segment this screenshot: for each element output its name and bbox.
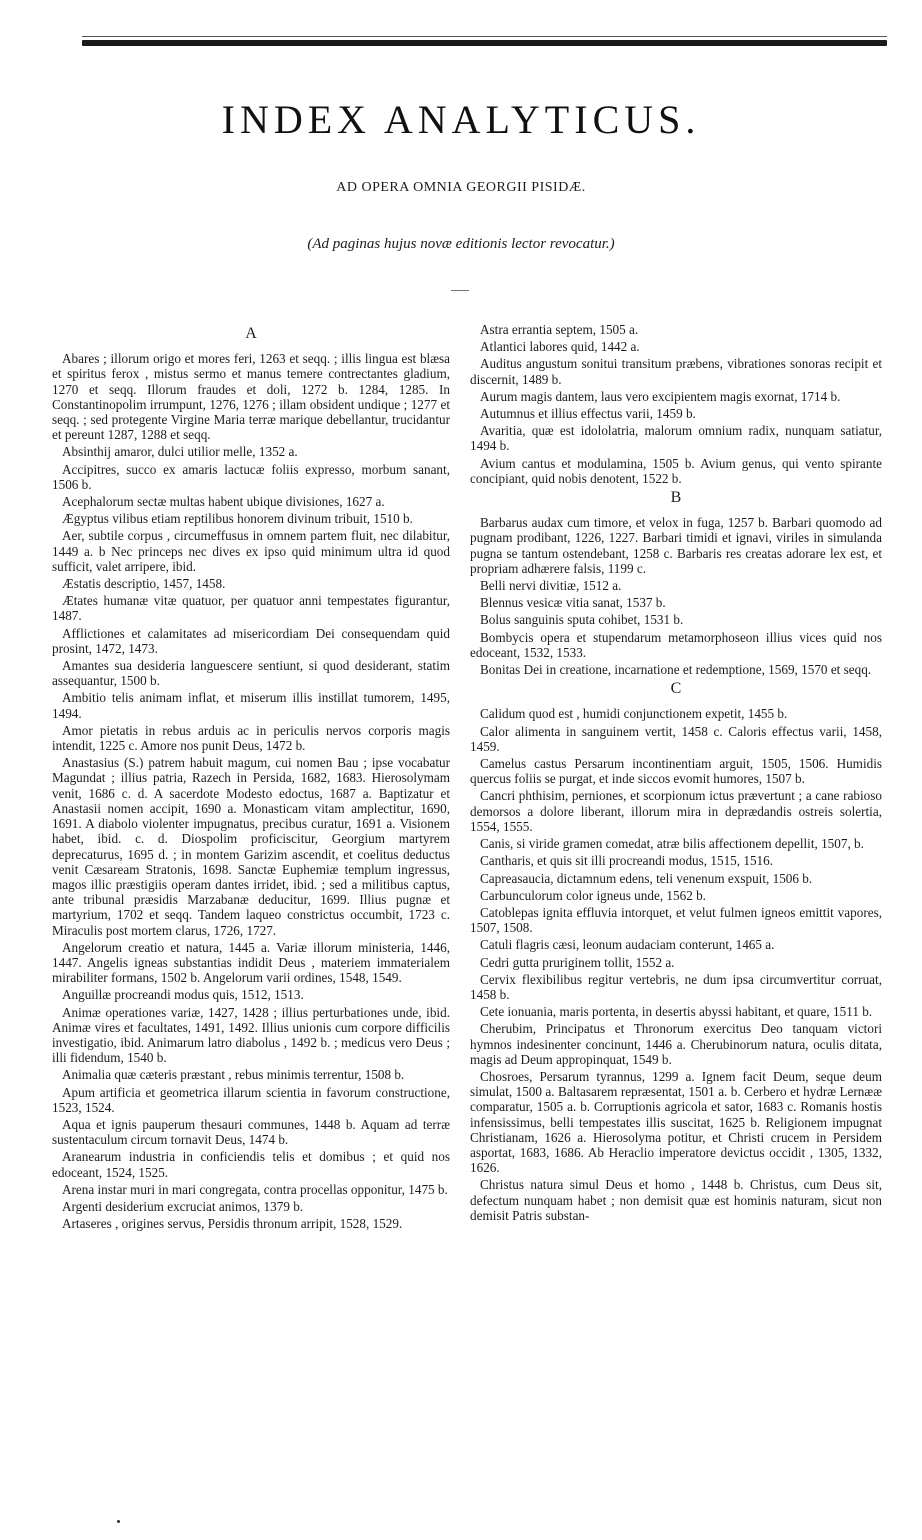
index-entry: Bonitas Dei in creatione, incarnatione et redemptione, 1569, 1570 et seqq. xyxy=(480,662,872,678)
index-entry: Animæ operationes variæ, 1427, 1428 ; illius perturbationes unde, ibid. Animæ vires et facultates, 1491, 1492. Illius unionis cum corpore difficilis investigatio, ibid. Animarum latro diabolus , 1492 b. ; medicus vero Deus ; illi fidendum, 1540 b. xyxy=(52,1004,450,1066)
left-column xyxy=(52,322,450,1233)
index-entry: Auditus angustum sonitui transitum præbens, vibrationes sonoras recipit et discernit, 1489 b. xyxy=(470,356,882,387)
index-entry: Calidum quod est , humidi conjunctionem expetit, 1455 b. xyxy=(480,706,788,722)
index-entry: Anastasius (S.) patrem habuit magum, cui nomen Bau ; ipse vocabatur Magundat ; illius patria, Razech in Persida, 1682, 1683. Hierosolymam venit, 1686 c. d. A sacerdote Modesto edoctus, 1687 a. Baptizatur et Anastasii nomen accipit, 1690 a. Monasticam vitam amplectitur, 1690, 1691. A diabolo violenter impugnatus, precibus curatur, 1691 a. Visionem habet, ibid. c. d. Diospolim proficiscitur, Georgium martyrem deprecaturus, 1695 d. ; in montem Garizim ascendit, et coelitus deductus venit Cæsaream Stratonis, 1698. Sanctæ Euphemiæ templum ingressus, magos illic præstigiis operam dantes irridet, ibid. ; sed a militibus captus, ante tribunal præsidis Marzabanæ deducitur, 1699. Illius pugnæ et martyrium, 1702 et seqq. Tandem laqueo constrictus occumbit, 1723 c. Miraculis post mortem clarus, 1726, 1727. xyxy=(52,755,450,938)
index-entry: Cete ionuania, maris portenta, in desertis abyssi habitant, et quare, 1511 b. xyxy=(480,1004,873,1020)
index-entry: Abares ; illorum origo et mores feri, 1263 et seqq. ; illis lingua est blæsa et spiritus ferox , mistus sermo et manus temere contrectantes gladium, 1270 et seqq. Illorum fraudes et doli, 1272 b. 1284, 1285. In Constantinopolim irrumpunt, 1276, 1276 ; illam obsident undique ; 1277 et seqq. ; sed protegente Virgine Maria terræ marique debellantur, trucidantur et pereunt 1287, 1288 et seqq. xyxy=(52,351,450,443)
index-entry: Aer, subtile corpus , circumeffusus in omnem partem fluit, nec dilabitur, 1449 a. b Nec princeps nec dives ex ipso quid minimum ultra id quod sufficit, valet arripere, ibid. xyxy=(52,528,450,574)
index-entry: Christus natura simul Deus et homo , 1448 b. Christus, cum Deus sit, defectum nunquam habet ; non demisit quæ est hominis naturam, sicut non demisit Patris substan- xyxy=(470,1177,882,1223)
index-entry: Angelorum creatio et natura, 1445 a. Variæ illorum ministeria, 1446, 1447. Angelis igneas substantias indidit Deus , materiem immaterialem mirabiliter formans, 1502 b. Angelorum varii ordines, 1548, 1549. xyxy=(52,939,450,986)
index-entry: Aurum magis dantem, laus vero excipientem magis exornat, 1714 b. xyxy=(480,388,841,404)
index-entry: Aqua et ignis pauperum thesauri communes, 1448 b. Aquam ad terræ sustentaculum circum tornavit Deus, 1474 b. xyxy=(52,1116,450,1148)
index-entry: Barbarus audax cum timore, et velox in fuga, 1257 b. Barbari quomodo ad pugnam prodibant, 1226, 1227. Barbari timidi et ignavi, viriles in simulanda pugna se tantum ostendebant, 1258 c. Barbaris res creatas adorare lex est, et propriam adhærere falsis, 1199 c. xyxy=(470,515,882,576)
page-subtitle: AD OPERA OMNIA GEORGII PISIDÆ. xyxy=(336,180,586,195)
index-entry: Cancri phthisim, perniones, et scorpionum ictus prævertunt ; a cane rabioso demorsos a dolore liberant, illorum mira in deprædandis ostreis solertia, 1554, 1555. xyxy=(470,788,882,834)
index-entry: Ætates humanæ vitæ quatuor, per quatuor anni tempestates figurantur, 1487. xyxy=(52,593,450,624)
index-entry: Absinthij amaror, dulci utilior melle, 1352 a. xyxy=(62,444,298,460)
index-entry: Artaseres , origines servus, Persidis thronum arripit, 1528, 1529. xyxy=(62,1216,403,1232)
index-entry: Bolus sanguinis sputa cohibet, 1531 b. xyxy=(480,612,684,628)
section-letter-a: A xyxy=(245,325,257,342)
index-entries-b xyxy=(470,515,882,677)
index-entry: Amor pietatis in rebus arduis ac in periculis nervos corporis magis intendit, 1225 c. Amore nos punit Deus, 1472 b. xyxy=(52,722,450,754)
index-entry: Acephalorum sectæ multas habent ubique divisiones, 1627 a. xyxy=(62,494,385,510)
index-entry: Catuli flagris cæsi, leonum audaciam conterunt, 1465 a. xyxy=(480,937,775,953)
index-entry: Cervix flexibilibus regitur vertebris, ne dum ipsa circumvertitur corruat, 1458 b. xyxy=(470,971,882,1002)
index-entry: Autumnus et illius effectus varii, 1459 b. xyxy=(480,406,696,422)
index-entry: Cantharis, et quis sit illi procreandi modus, 1515, 1516. xyxy=(480,853,774,869)
index-entry: Ambitio telis animam inflat, et miserum illis instillat tumorem, 1495, 1494. xyxy=(52,690,450,721)
index-entry: Atlantici labores quid, 1442 a. xyxy=(480,339,640,355)
index-entry: Arena instar muri in mari congregata, contra procellas opponitur, 1475 b. xyxy=(62,1181,448,1197)
index-entry: Belli nervi divitiæ, 1512 a. xyxy=(480,578,622,594)
index-entry: Catoblepas ignita effluvia intorquet, et velut fulmen igneos emittit vapores, 1507, 1508. xyxy=(470,904,882,936)
index-entry: Apum artificia et geometricа illarum scientia in favorum constructione, 1523, 1524. xyxy=(52,1084,450,1115)
index-entry: Æstatis descriptio, 1457, 1458. xyxy=(62,576,226,592)
index-entry: Carbunculorum color igneus unde, 1562 b. xyxy=(480,887,706,903)
index-entry: Bombycis opera et stupendarum metamorphoseon illius vices quid nos edoceant, 1532, 1533. xyxy=(470,629,882,660)
index-entries-a-continued xyxy=(470,322,882,486)
index-entry: Anguillæ procreandi modus quis, 1512, 1513. xyxy=(62,987,304,1003)
index-entry: Argenti desiderium excruciat animos, 1379 b. xyxy=(62,1198,304,1214)
editorial-note: (Ad paginas hujus novæ editionis lector revocatur.) xyxy=(307,236,615,252)
index-entry: Avium cantus et modulamina, 1505 b. Avium genus, qui vento spirante concipiant, quid nobis denotent, 1522 b. xyxy=(470,455,882,486)
section-letter-c: C xyxy=(670,680,682,698)
index-entry: Capreasaucia, dictamnum edens, teli venenum exspuit, 1506 b. xyxy=(480,870,813,886)
index-entries-a xyxy=(52,351,450,1231)
top-rule xyxy=(82,40,887,46)
index-entry: Camelus castus Persarum incontinentiam arguit, 1505, 1506. Humidis quercus foliis se purgat, et inde siccos evomit humores, 1507 b. xyxy=(470,756,882,787)
index-entry: Astra errantia septem, 1505 a. xyxy=(480,322,639,337)
print-speck xyxy=(117,1520,120,1523)
ornament-dash xyxy=(451,290,469,291)
index-entry: Aranearum industria in conficiendis telis et domibus ; et quid nos edoceant, 1524, 1525. xyxy=(52,1149,450,1180)
index-entry: Avaritia, quæ est idololatria, malorum omnium radix, nunquam satiatur, 1494 b. xyxy=(470,423,882,454)
section-letter-b: B xyxy=(670,489,682,507)
page-title: INDEX ANALYTICUS. xyxy=(221,97,701,142)
index-entry: Accipitres, succo ex amaris lactucæ foliis expresso, morbum sanant, 1506 b. xyxy=(52,461,450,492)
index-entry: Canis, si viride gramen comedat, atræ bilis affectionem depellit, 1507, b. xyxy=(480,836,864,852)
index-entry: Amantes sua desideria languescere sentiunt, si quod desiderant, statim assequantur, 1500 b. xyxy=(52,658,450,689)
right-column xyxy=(470,322,882,1225)
index-entry: Cedri gutta pruriginem tollit, 1552 a. xyxy=(480,954,675,970)
index-entry: Cherubim, Principatus et Thronorum exercitus Deo tanquam victori hymnos indesinenter concinunt, 1446 a. Cherubinorum natura, oculis ditata, magis ad Deum appropinquat, 1549 b. xyxy=(470,1021,882,1067)
index-entry: Ægyptus vilibus etiam reptilibus honorem divinum tribuit, 1510 b. xyxy=(62,511,413,527)
index-entry: Chosroes, Persarum tyrannus, 1299 a. Ignem facit Deum, seque deum simulat, 1500 a. Baltasarem repræsentat, 1501 a. b. Cerbero et hydræ Lernææ comparatur, 1505 a. b. Corruptionis agricola et sator, 1683 c. Romanis hostis infensissimus, belli tempestates illis suscitat, 1625 b. Religionem impugnat Christianam, 1626 a. Hierosolyma potitur, et Christi crucem in Persidem asportat, 1683, 1686. Ab Heraclio imperatore devictus occidit , 1305, 1332, 1626. xyxy=(470,1068,882,1176)
index-entries-c xyxy=(470,706,882,1223)
index-entry: Afflictiones et calamitates ad misericordiam Dei consequendam quid prosint, 1472, 1473. xyxy=(52,625,450,656)
index-entry: Animalia quæ cæteris præstant , rebus minimis terrentur, 1508 b. xyxy=(62,1067,405,1083)
index-entry: Blennus vesicæ vitia sanat, 1537 b. xyxy=(480,595,666,611)
index-entry: Calor alimenta in sanguinem vertit, 1458 c. Caloris effectus varii, 1458, 1459. xyxy=(470,723,882,754)
